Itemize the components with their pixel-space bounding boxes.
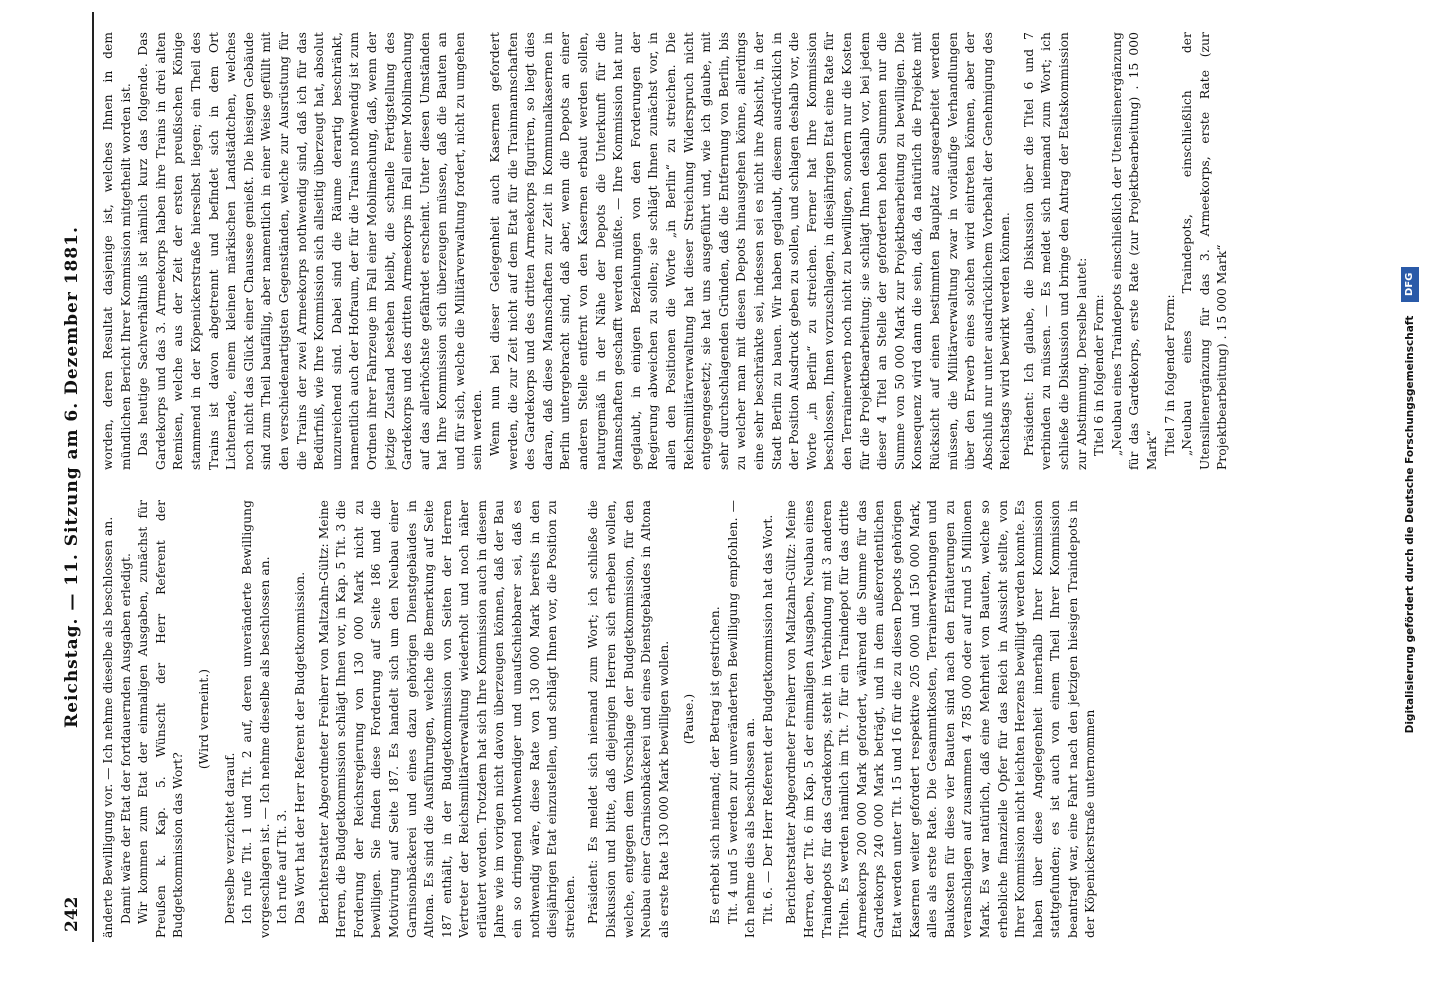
page-title: Reichstag. — 11. Sitzung am 6. Dezember 1881. [62,226,82,728]
paragraph: Präsident: Es meldet sich niemand zum Wort; ich schließe die Diskussion und bitte, daß diejenigen Herren sich erheben wollen, welche, entgegen dem Vorschlage der Budgetkommission, für den Neubau einer Garnisonbäckerei und eines Dienstgebäudes in Altona als erste Rate 130 000 Mark bewilligen wollen. [586,500,671,938]
paragraph: Derselbe verzichtet darauf. [222,752,237,924]
paragraph: Damit wäre der Etat der fortdauernden Ausgaben erledigt. [118,553,133,924]
paragraph: Wir kommen zum Etat der einmaligen Ausgaben, zunächst für Preußen k. Kap. 5. Wünscht der Herr Referent der Budgetkommission das Wort? [136,500,186,938]
paragraph: Berichterstatter Abgeordneter Freiherr von Maltzahn-Gültz: Meine Herren, die Budgetkommission schlägt Ihnen vor, in Kap. 5 Tit. 3 die Forderung der Reichsregierung von 130 000 Mark nicht zu bewilligen. Sie finden diese Forderung auf Seite 186 und die Motivirung auf Seite 187. Es handelt sich um den Neubau einer Garnisonbäckerei und eines dazu gehörigen Dienstgebäudes in Altona. Es sind die Ausführungen, welche die Bemerkung auf Seite 187 enthält, in der Budgetkommission von Seiten der Herren Vertreter der Reichsmilitärverwaltung wiederholt und noch näher erläutert worden. Trotzdem hat sich Ihre Kommission auch in diesem Jahre wie im vorigen nicht davon überzeugen können, daß der Bau ein so dringend nothwendiger und unaufschiebbarer sei, daß es nothwendig wäre, diese Rate von 130 000 Mark bereits in den diesjährigen Etat einzustellen, und schlägt Ihnen vor, die Position zu streichen. [316,500,577,938]
paragraph: Berichterstatter Abgeordneter Freiherr von Maltzahn-Gültz: Meine Herren, der Tit. 6 im Kap. 5 der einmaligen Ausgaben, Neubau eines Traindepots für das Gardekorps, steht in Verbindung mit 3 anderen Titeln. Es werden nämlich im Tit. 7 für ein Traindepot für das dritte Armeekorps 200 000 Mark gefordert, während die Summe für das Gardekorps 240 000 Mark beträgt, und in dem außerordentlichen Etat werden unter Tit. 15 und 16 für die zu diesen Depots gehörigen Kasernen weiter gefordert respektive 205 000 und 150 000 Mark, alles als erste Rate. Die Gesammtkosten, Terrainerwerbungen und Baukosten für diese vier Bauten sind nach den Erläuterungen zu veranschlagen auf zusammen 4 785 000 oder auf rund 5 Millionen Mark. Es war natürlich, daß eine Mehrheit von Bauten, welche so erhebliche finanzielle Opfer für das Reich in Aussicht stellte, von Ihrer Kommission nicht leichten Herzens bewilligt werden konnte. Es haben über diese Angelegenheit innerhalb Ihrer Kommission stattgefunden; es ist auch von einem Theil Ihrer Kommission beantragt war, eine Fahrt nach den jetzigen hiesigen Traindepots in der Köpenickerstraße unternommen [784,500,1098,938]
paragraph: „Neubau eines Traindepots, einschließlich der Utensilienergänzung für das 3. Armeekorps, erste Rate (zur Projektbearbeitung) . 15 000 Mark“ [1180,32,1230,470]
paragraph: „Neubau eines Traindepots einschließlich der Utensilienergänzung für das Gardekorps, erste Rate (zur Projektbearbeitung) . 15 000 Mark“ [1109,32,1160,470]
paragraph: Tit. 4 und 5 werden zur unveränderten Bewilligung empfohlen. — Ich nehme dies als beschlossen an. [725,500,758,938]
paragraph: (Wird verneint.) [196,668,211,770]
paragraph: Es erhebt sich niemand; der Betrag ist gestrichen. [708,606,722,924]
right-column [100,32,1340,470]
dfg-logo: DFG [1401,267,1419,302]
paragraph: Das Wort hat der Herr Referent der Budgetkommission. [292,571,307,924]
paragraph: änderte Bewilligung vor. — Ich nehme dieselbe als beschlossen an. [101,516,115,938]
digitization-credit [1395,40,1425,960]
paragraph: Titel 7 in folgender Form: [1162,294,1177,456]
credit-text: Digitalisierung gefördert durch die Deutsche Forschungsgemeinschaft [1404,315,1416,734]
paragraph: Präsident: Ich glaube, die Diskussion über die Titel 6 und 7 verbinden zu müssen. — Es meldet sich niemand zum Wort; ich schließe die Diskussion und bringe den Antrag der Etatskommission zur Abstimmung. Derselbe lautet: [1021,32,1089,470]
paragraph: Ich rufe auf Tit. 3. [275,809,290,924]
page-number: 242 [62,896,82,932]
page-header [52,12,94,942]
paragraph: Tit. 6. — Der Herr Referent der Budgetkommission hat das Wort. [760,514,775,924]
paragraph: Titel 6 in folgender Form: [1092,294,1107,456]
paragraph: worden, deren Resultat dasjenige ist, welches Ihnen in dem mündlichen Bericht Ihrer Kommission mitgetheilt worden ist. [101,32,133,470]
paragraph: Ich rufe Tit. 1 und Tit. 2 auf, deren unveränderte Bewilligung vorgeschlagen ist. — Ich nehme dieselbe als beschlossen an. [240,500,272,938]
paragraph: Das heutige Sachverhältniß ist nämlich kurz das folgende. Das Gardekorps und das 3. Armeekorps haben ihre Trains in drei alten Remisen, welche aus der Zeit der ersten preußischen Könige stammend in der Köpenickerstraße hierselbst liegen; ein Theil des Trains ist davon abgetrennt und befindet sich in dem Ort Lichtenrade, einem kleinen märkischen Landstädtchen, welches noch nicht das Glück einer Chaussee genießt. Die hiesigen Gebäude sind zum Theil baufällig, aber namentlich in einer Weise gefüllt mit den verschiedenartigsten Gegenständen, welche zur Ausrüstung für die Trains der zwei Armeekorps nothwendig sind, daß ich für das Bedürfniß, wie Ihre Kommission sich allseitig überzeugt hat, absolut unzureichend sind. Dabei sind die Räume derartig beschränkt, namentlich auch der Hofraum, der für die Trains nothwendig ist zum Ordnen ihrer Fahrzeuge im Fall einer Mobilmachung, daß, wenn der jetzige Zustand bestehen bleibt, die schnelle Fertigstellung des Gardekorps und des dritten Armeekorps im Fall einer Mobilmachung auf das allerhöchste gefährdet erscheint. Unter diesen Umständen hat Ihre Kommission sich überzeugen müssen, daß die Bauten an und für sich, welche die Militärverwaltung fordert, nicht zu umgehen sein werden. [136,32,485,470]
paragraph: (Pause.) [682,693,697,745]
left-column [100,500,1340,938]
paragraph: Wenn nun bei dieser Gelegenheit auch Kasernen gefordert werden, die zur Zeit nicht auf dem Etat für die Trainmannschaften des Gardekorps und des dritten Armeekorps figuriren, so liegt dies daran, daß diese Mannschaften zur Zeit in Kommunalkasernen in Berlin untergebracht sind, daß aber, wenn die Depots an einer anderen Stelle entfernt von den Kasernen erbaut werden sollen, naturgemäß in der Nähe der Depots die Unterkunft für die Mannschaften geschafft werden müßte. — Ihre Kommission hat nur geglaubt, in einigen Beziehungen von den Forderungen der Regierung abweichen zu sollen; sie schlägt Ihnen zunächst vor, in allen den Positionen die Worte „in Berlin“ zu streichen. Die Reichsmilitärverwaltung hat dieser Streichung Widerspruch nicht entgegengesetzt; sie hat uns ausgeführt und, wie ich glaube, mit sehr durchschlagenden Gründen, daß die Entfernung von Berlin, bis zu welcher man mit diesen Depots hinausgehen könne, allerdings eine sehr beschränkte sei, indessen sei es nicht ihre Absicht, in der Stadt Berlin zu bauen. Wir haben geglaubt, diesem ausdrücklich in der Position Ausdruck geben zu sollen, und schlagen deshalb vor, die Worte „in Berlin“ zu streichen. Ferner hat Ihre Kommission beschlossen, Ihnen vorzuschlagen, in diesjährigen Etat eine Rate für den Terrainerwerb noch nicht zu bewilligen, sondern nur die Kosten für die Projektbearbeitung; sie schlägt Ihnen deshalb vor, bei jedem dieser 4 Titel an Stelle der geforderten hohen Summen nur die Summe von 50 000 Mark zur Projektbearbeitung zu bewilligen. Die Konsequenz wird dann die sein, daß, da natürlich die Projekte mit Rücksicht auf einen bestimmten Bauplatz ausgearbeitet werden müssen, die Militärverwaltung zwar in vorläufige Verhandlungen über den Erwerb eines solchen wird eintreten können, aber der Abschluß nur unter ausdrücklichem Vorbehalt der Genehmigung des Reichstags wird bewirkt werden können. [488,32,1013,470]
